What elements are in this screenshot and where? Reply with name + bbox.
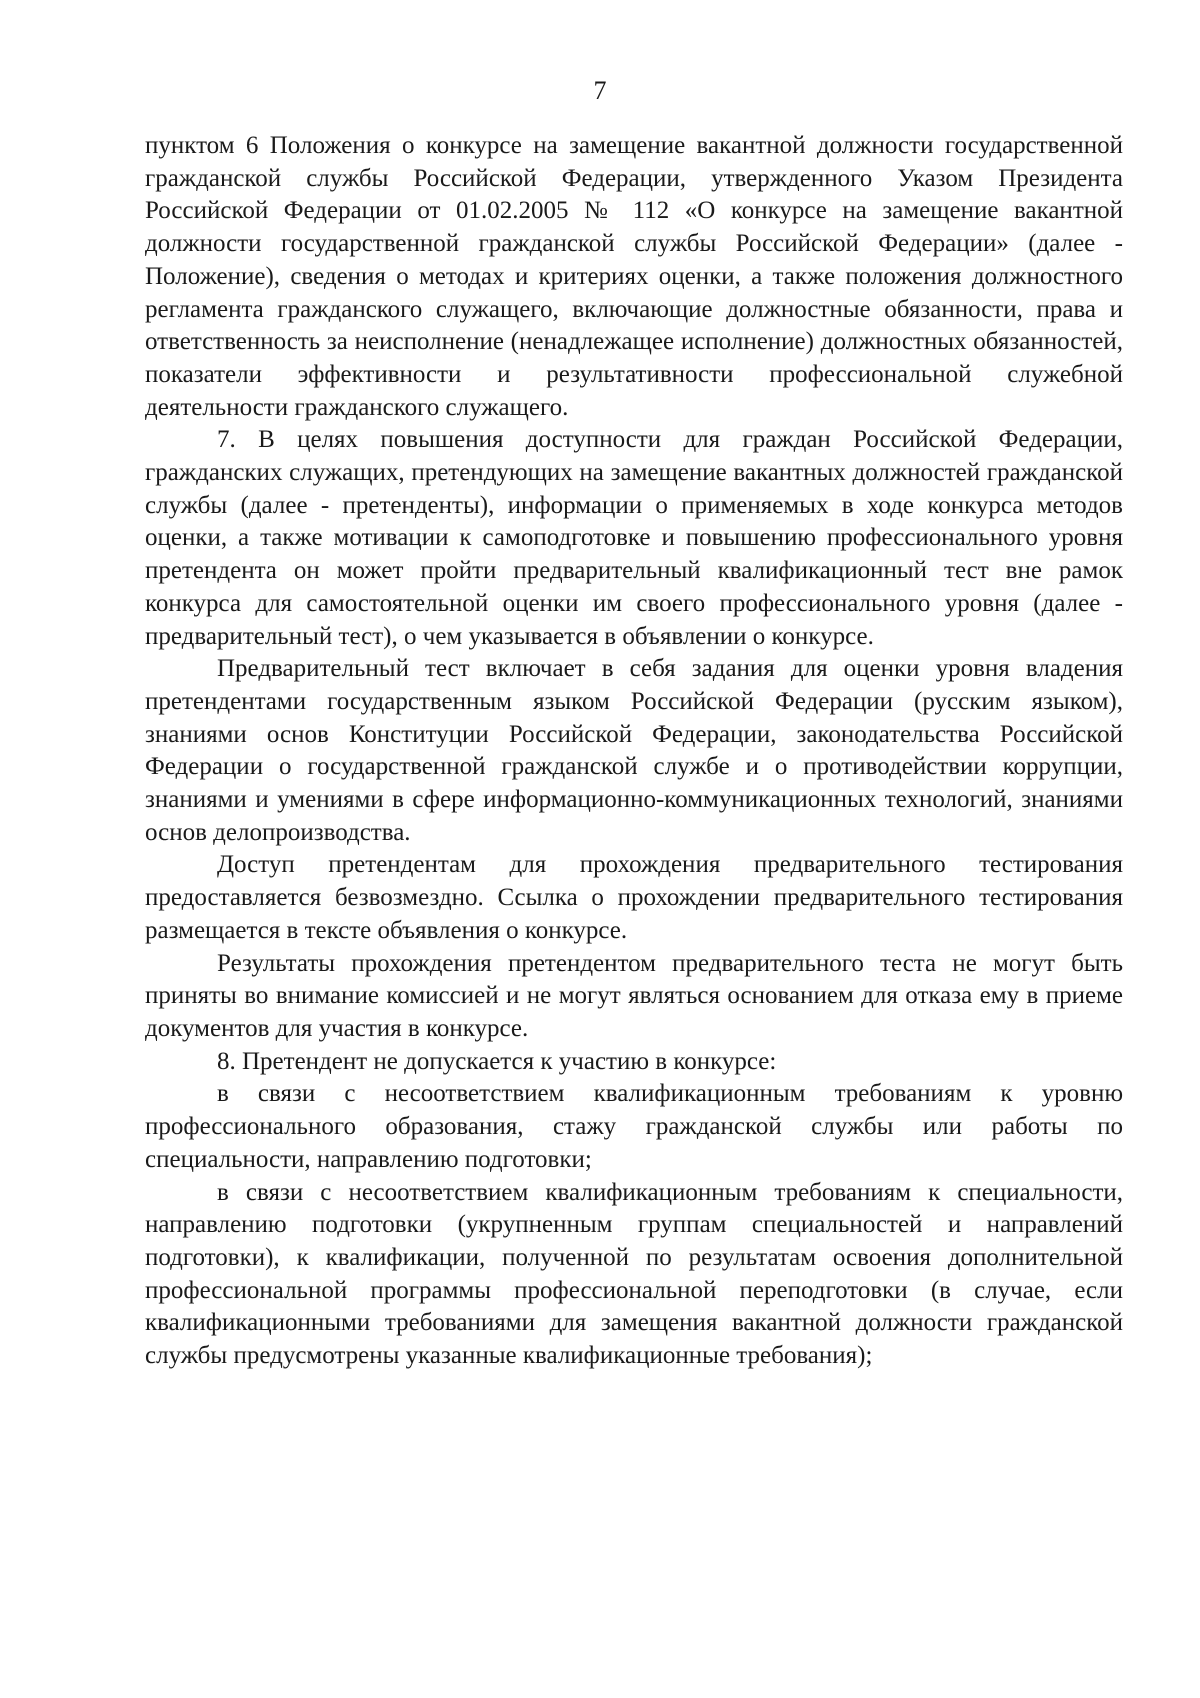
paragraph-item-8-clause-1: в связи с несоответствием квалификационным требованиям к уровню профессионального образования, стажу гражданской службы или работы по специальности, направлению подготовки; [145, 1080, 1123, 1173]
paragraph-item-8: 8. Претендент не допускается к участию в конкурсе: [217, 1047, 777, 1075]
paragraph-item-7: 7. В целях повышения доступности для граждан Российской Федерации, гражданских служащих, претендующих на замещение вакантных должностей гражданской службы (далее - претенденты), информации о применяемых в ходе конкурса методов оценки, а также мотивации к самоподготовке и повышению профессионального уровня претендента он может пройти предварительный квалификационный тест вне рамок конкурса для самостоятельной оценки им своего профессионального уровня (далее - предварительный тест), о чем указывается в объявлении о конкурсе. [145, 426, 1123, 650]
paragraph-continuation: пунктом 6 Положения о конкурсе на замещение вакантной должности государственной гражданской службы Российской Федерации, утвержденного Указом Президента Российской Федерации от 01.02.2005 № 112 «О конкурсе на замещение вакантной должности государственной гражданской службы Российской Федерации» (далее - Положение), сведения о методах и критериях оценки, а также положения должностного регламента гражданского служащего, включающие должностные обязанности, права и ответственность за неисполнение (ненадлежащее исполнение) должностных обязанностей, показатели эффективности и результативности профессиональной служебной деятельности гражданского служащего. [145, 132, 1123, 421]
page-number: 7 [593, 76, 607, 105]
document-body [145, 130, 1123, 1373]
paragraph-preliminary-test-content: Предварительный тест включает в себя задания для оценки уровня владения претендентами государственным языком Российской Федерации (русским языком), знаниями основ Конституции Российской Федерации, законодательства Российской Федерации о государственной гражданской службе и о противодействии коррупции, знаниями и умениями в сфере информационно-коммуникационных технологий, знаниями основ делопроизводства. [145, 655, 1123, 846]
paragraph-test-access: Доступ претендентам для прохождения предварительного тестирования предоставляется безвозмездно. Ссылка о прохождении предварительного тестирования размещается в тексте объявления о конкурсе. [145, 851, 1123, 944]
paragraph-test-results: Результаты прохождения претендентом предварительного теста не могут быть приняты во внимание комиссией и не могут являться основанием для отказа ему в приеме документов для участия в конкурсе. [145, 949, 1123, 1042]
paragraph-item-8-clause-2: в связи с несоответствием квалификационным требованиям к специальности, направлению подготовки (укрупненным группам специальностей и направлений подготовки), к квалификации, полученной по результатам освоения дополнительной профессиональной программы профессиональной переподготовки (в случае, если квалификационными требованиями для замещения вакантной должности гражданской службы предусмотрены указанные квалификационные требования); [145, 1178, 1123, 1370]
